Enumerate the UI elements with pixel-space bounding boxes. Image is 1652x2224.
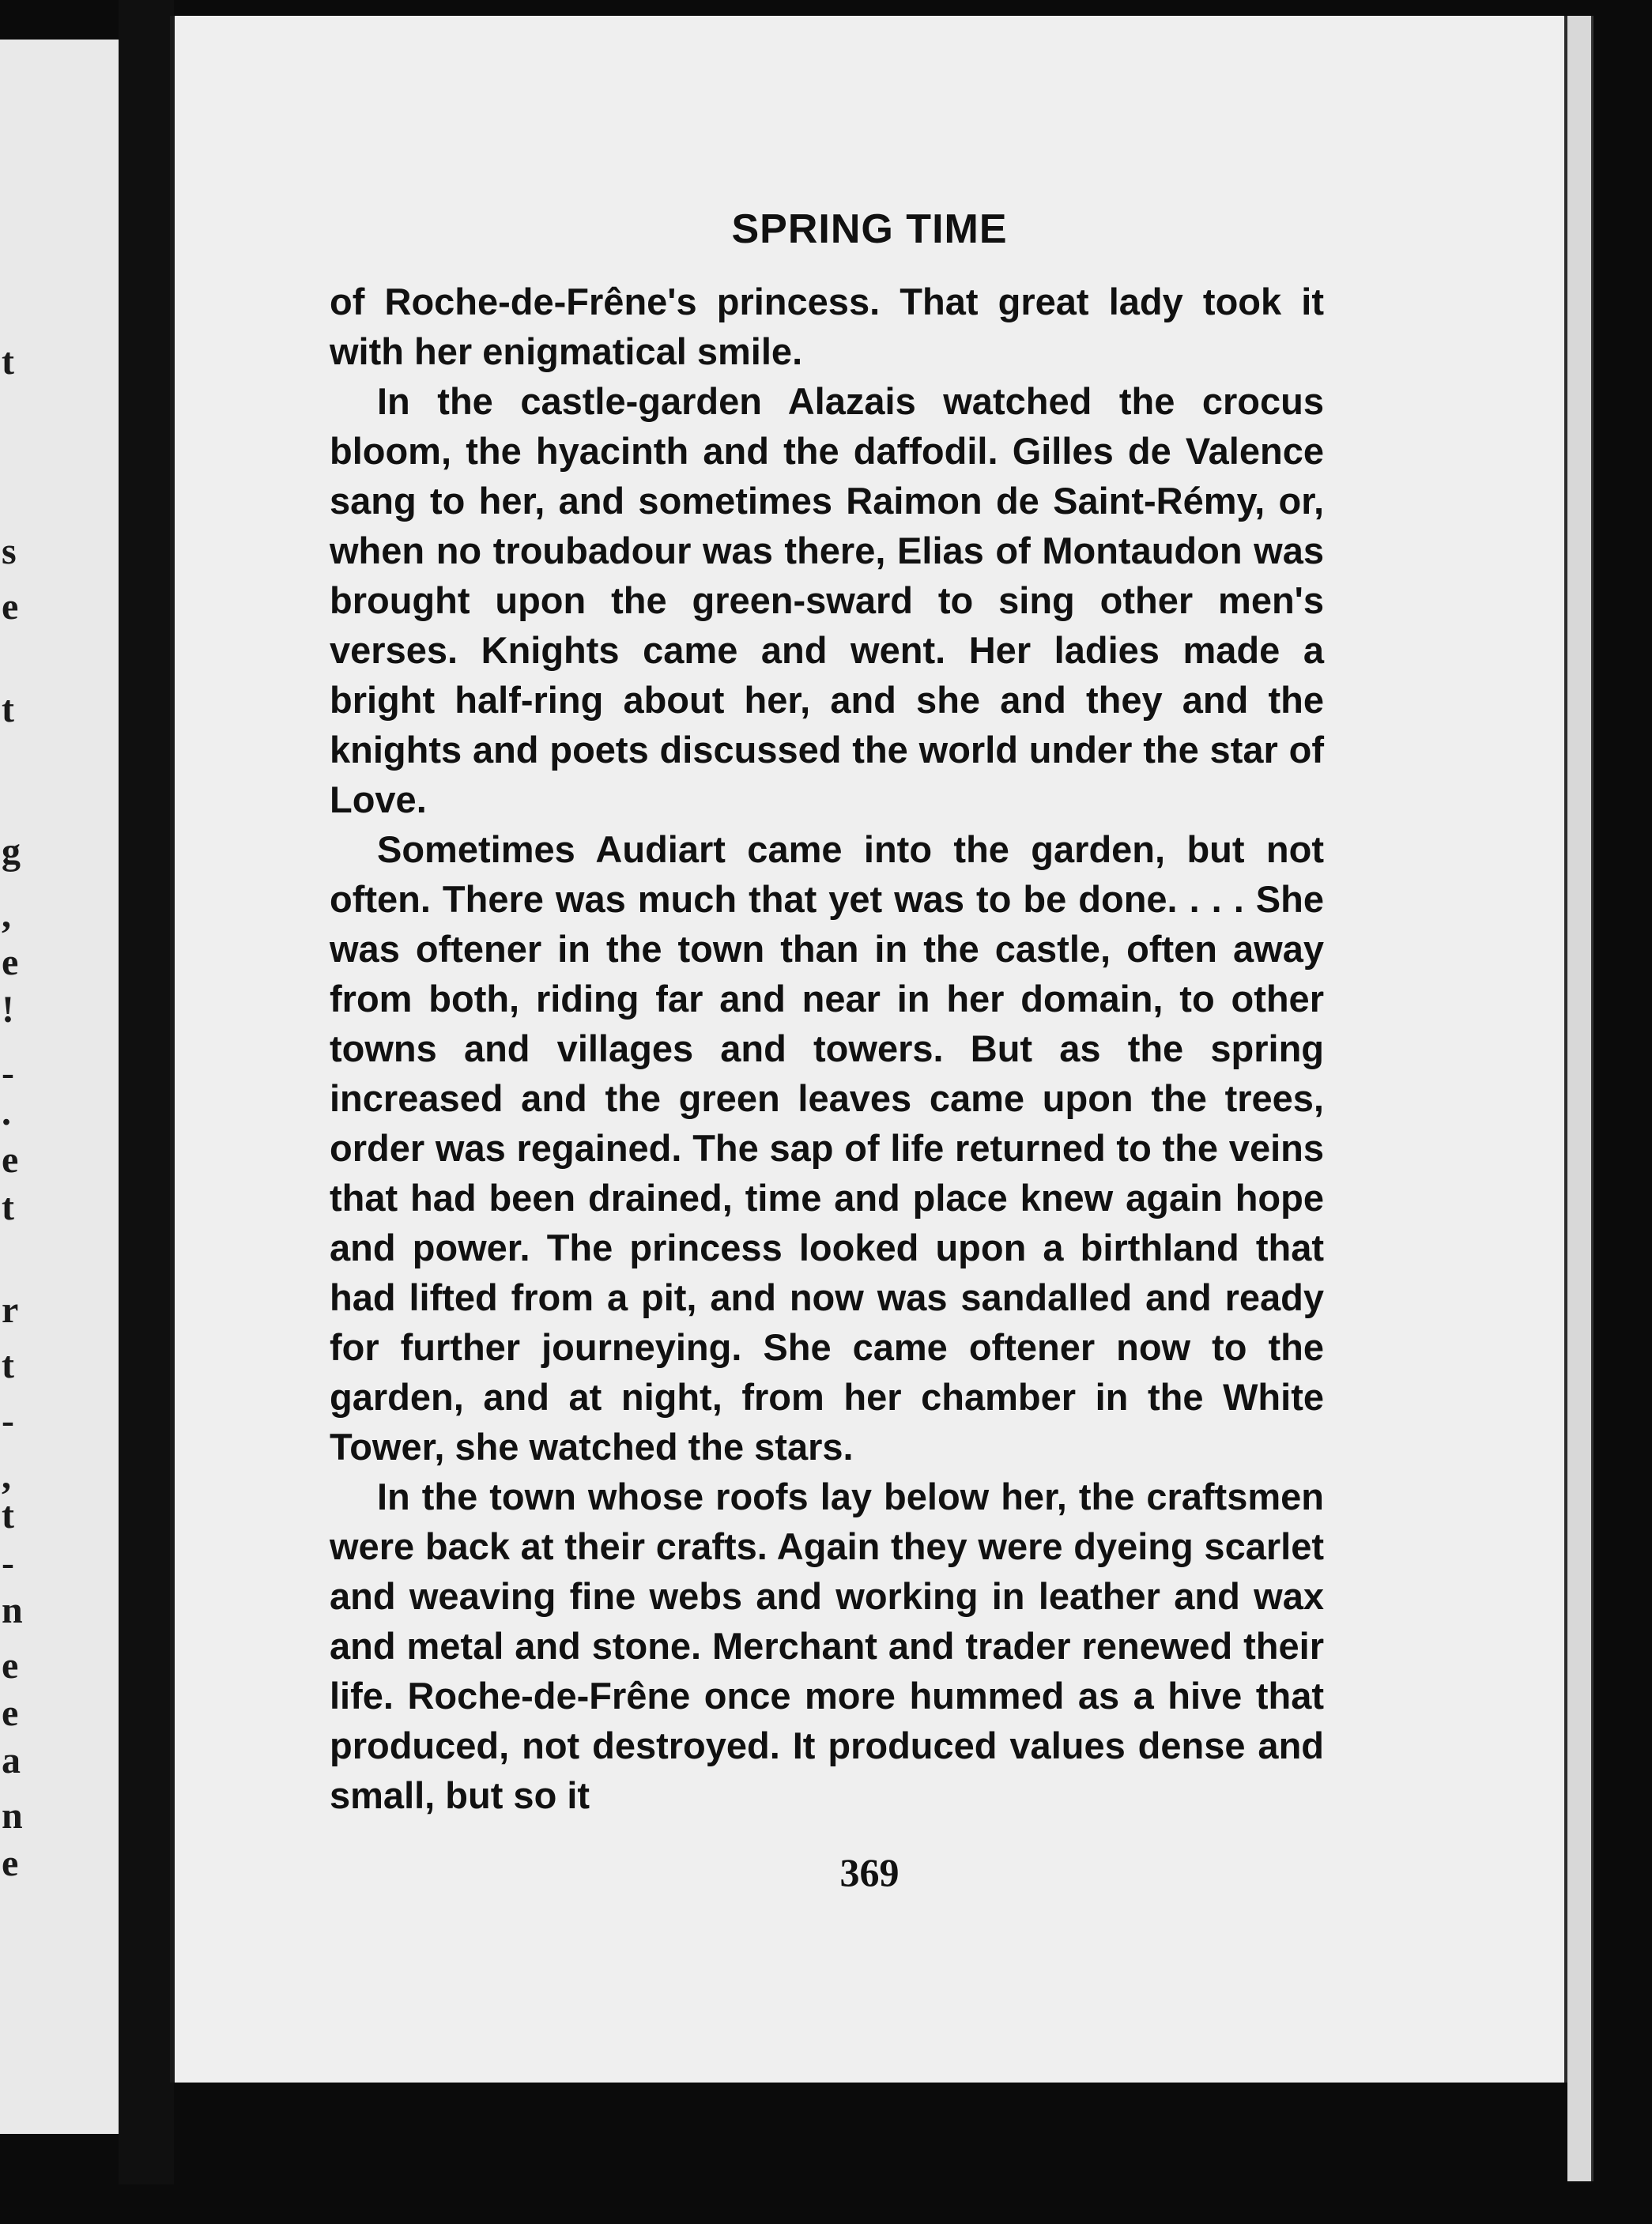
bleed-char: , (2, 1455, 11, 1497)
bleed-char: - (2, 1542, 14, 1584)
paragraph: Sometimes Audiart came into the garden, but not often. There was much that yet was to be done. . . . She was oftener in the town than in the castle, often away from both, riding far and near in her domain, to other towns and villages and towers. But as the spring increased and the green leaves came upon the trees, order was regained. The sap of life returned to the veins that had been drained, time and place knew again hope and power. The princess looked upon a birthland that had lifted from a pit, and now was sandalled and ready for further journeying. She came oftener now to the garden, and at night, from her chamber in the White Tower, she watched the stars. (330, 828, 1324, 1468)
facing-page-text-fragments (0, 40, 32, 2224)
bleed-char: ! (2, 989, 14, 1031)
bleed-char: t (2, 1495, 14, 1536)
page-number: 369 (839, 1850, 900, 1894)
facing-page-edge (0, 40, 119, 2134)
bleed-char: e (2, 1139, 19, 1181)
bleed-char: - (2, 1052, 14, 1094)
body-text (330, 277, 1324, 1820)
book-gutter (119, 0, 174, 2184)
bleed-char: e (2, 941, 19, 983)
bleed-char: t (2, 1186, 14, 1228)
paragraph: In the town whose roofs lay below her, the craftsmen were back at their crafts. Again they were dyeing scarlet and weaving fine webs and working in leather and wax and metal and stone. Merchant and trader renewed their life. Roche-de-Frêne once more hummed as a hive that produced, not destroyed. It produced values dense and small, but so it (330, 1476, 1324, 1816)
bleed-char: e (2, 1645, 19, 1687)
bleed-char: t (2, 1344, 14, 1386)
paragraph-continuation: of Roche-de-Frêne's princess. That great lady took it with her enigmatical smile. (330, 281, 1324, 372)
bleed-char: - (2, 1400, 14, 1442)
bleed-char: n (2, 1589, 23, 1631)
bleed-char: a (2, 1740, 21, 1781)
running-head: SPRING TIME (731, 206, 1008, 252)
page-stack-edge (1567, 16, 1594, 2181)
bleed-char: n (2, 1795, 23, 1837)
bleed-char: r (2, 1289, 19, 1331)
bleed-char: e (2, 1692, 19, 1734)
bleed-char: e (2, 586, 19, 628)
bleed-char: s (2, 530, 17, 572)
bleed-char: . (2, 1091, 11, 1133)
bleed-char: t (2, 688, 14, 730)
bleed-char: t (2, 341, 14, 383)
paragraph: In the castle-garden Alazais watched the crocus bloom, the hyacinth and the daffodil. Gilles de Valence sang to her, and sometimes Raimon de Saint-Rémy, or, when no troubadour was there, Elias of Montaudon was brought upon the green-sward to sing other men's verses. Knights came and went. Her ladies made a bright half-ring about her, and she and they and the knights and poets discussed the world under the star of Love. (330, 380, 1324, 820)
bleed-char: , (2, 894, 11, 936)
book-page (170, 16, 1567, 2083)
bleed-char: g (2, 831, 21, 873)
bleed-char: e (2, 1842, 19, 1884)
